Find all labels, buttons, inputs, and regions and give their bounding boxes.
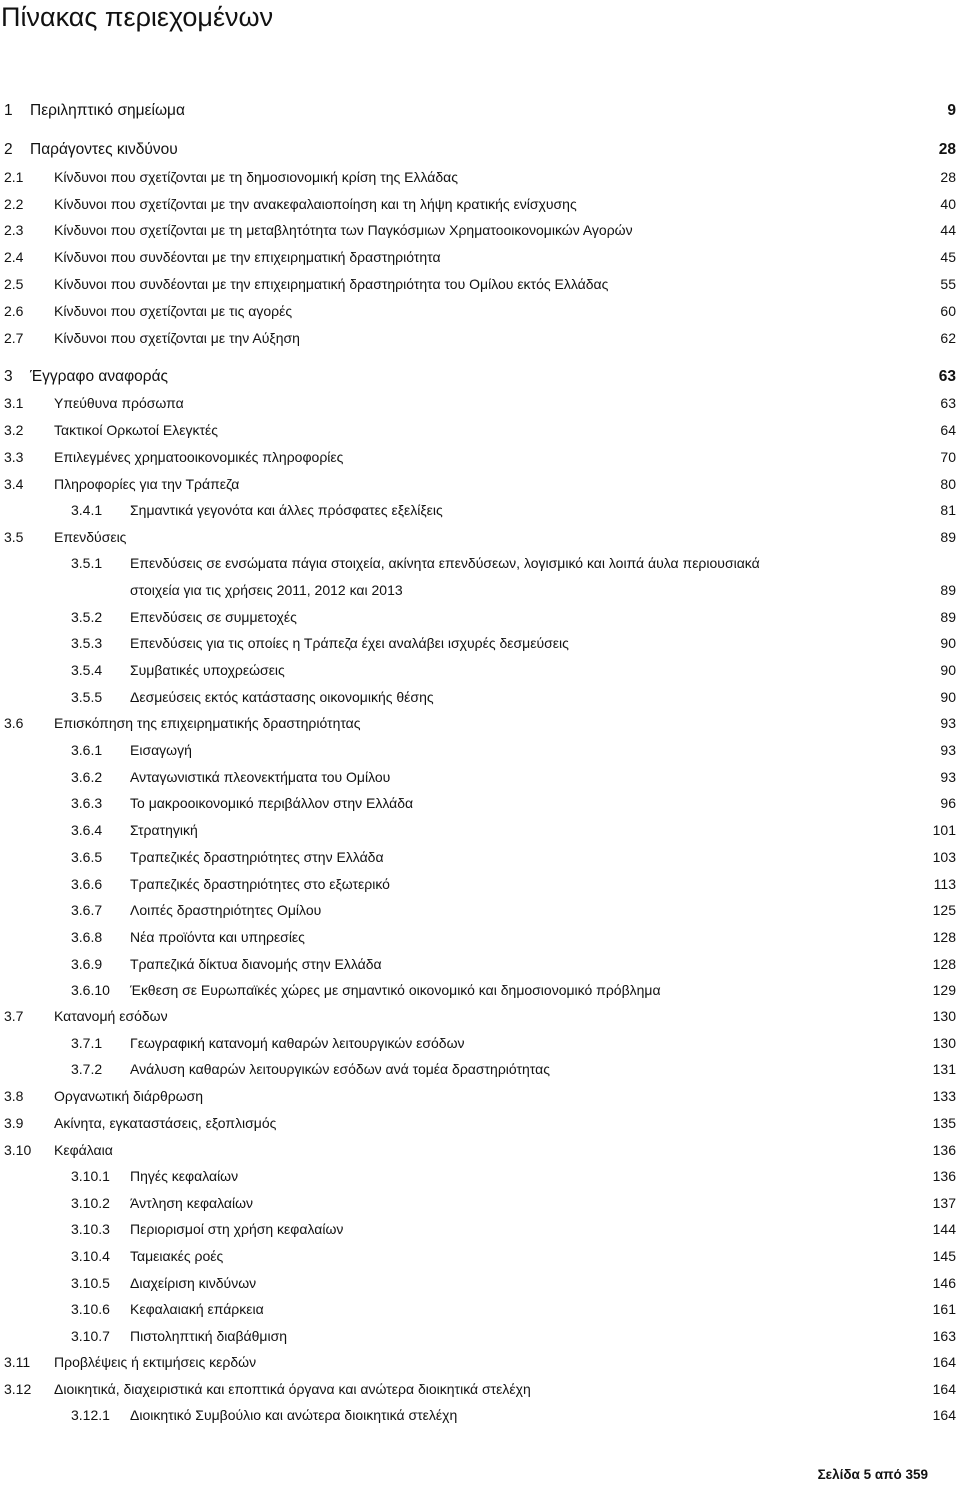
toc-entry[interactable] [0, 446, 960, 468]
toc-entry[interactable] [0, 273, 960, 295]
toc-entry-page: 93 [940, 742, 956, 758]
toc-entry-number: 3.10.4 [71, 1248, 110, 1264]
toc-entry-title: Κεφάλαια [54, 1142, 113, 1158]
toc-entry-page: 128 [932, 929, 956, 945]
toc-section[interactable] [0, 366, 960, 388]
toc-entry-page: 130 [932, 1035, 956, 1051]
toc-entry-title: Ανάλυση καθαρών λειτουργικών εσόδων ανά τομέα δραστηριότητας [130, 1061, 550, 1077]
toc-entry[interactable] [0, 552, 960, 574]
toc-entry-page: 93 [940, 769, 956, 785]
toc-entry-page: 133 [932, 1088, 956, 1104]
toc-entry-title: Κίνδυνοι που σχετίζονται με την ανακεφαλαιοποίηση και τη λήψη κρατικής ενίσχυσης [54, 196, 577, 212]
toc-entry-title: Τραπεζικά δίκτυα διανομής στην Ελλάδα [130, 956, 382, 972]
toc-entry-number: 3.12.1 [71, 1407, 110, 1423]
toc-entry[interactable] [0, 473, 960, 495]
toc-entry-title: Περιληπτικό σημείωμα [30, 102, 185, 119]
toc-entry-number: 2.4 [4, 249, 24, 265]
toc-entry-page: 90 [940, 635, 956, 651]
toc-entry-title: Λοιπές δραστηριότητες Ομίλου [130, 902, 322, 918]
toc-entry[interactable] [0, 792, 960, 814]
toc-entry-page: 45 [940, 249, 956, 265]
toc-entry-page: 55 [940, 276, 956, 292]
toc-section[interactable] [0, 100, 960, 122]
toc-entry-title: Κίνδυνοι που σχετίζονται με τη δημοσιονομική κρίση της Ελλάδας [54, 169, 459, 185]
toc-entry-page: 40 [940, 196, 956, 212]
toc-entry-title: Επενδύσεις [54, 529, 127, 545]
toc-entry-page: 89 [940, 609, 956, 625]
toc-entry-number: 3.9 [4, 1115, 24, 1131]
toc-entry-title: Δεσμεύσεις εκτός κατάστασης οικονομικής θέσης [130, 689, 434, 705]
toc-entry[interactable] [0, 526, 960, 548]
toc-entry-title: Επενδύσεις σε ενσώματα πάγια στοιχεία, ακίνητα επενδύσεων, λογισμικό και λοιπά άυλα περιουσιακά [130, 555, 760, 571]
toc-entry-title: Κίνδυνοι που συνδέονται με την επιχειρηματική δραστηριότητα του Ομίλου εκτός Ελλάδας [54, 276, 609, 292]
toc-entry-number: 3.10.2 [71, 1195, 110, 1211]
toc-entry[interactable] [0, 1192, 960, 1214]
toc-entry-title: Νέα προϊόντα και υπηρεσίες [130, 929, 305, 945]
toc-entry-number: 3.10 [4, 1142, 32, 1158]
toc-entry-page: 101 [932, 822, 956, 838]
toc-entry[interactable] [0, 300, 960, 322]
toc-entry-page: 103 [932, 849, 956, 865]
toc-entry[interactable] [0, 873, 960, 895]
toc-entry-title: Πηγές κεφαλαίων [130, 1168, 239, 1184]
toc-entry[interactable] [0, 1112, 960, 1134]
toc-entry-page: 44 [940, 222, 956, 238]
toc-entry-page: 60 [940, 303, 956, 319]
toc-entry[interactable] [0, 1085, 960, 1107]
toc-entry-number: 3.6.5 [71, 849, 103, 865]
toc-entry-title: Έγγραφο αναφοράς [30, 368, 169, 385]
toc-entry-page: 164 [932, 1381, 956, 1397]
toc-entry-title: Τραπεζικές δραστηριότητες στο εξωτερικό [130, 876, 390, 892]
toc-entry-title: Πληροφορίες για την Τράπεζα [54, 476, 240, 492]
toc-entry-title: Ακίνητα, εγκαταστάσεις, εξοπλισμός [54, 1115, 277, 1131]
toc-entry[interactable] [0, 659, 960, 681]
toc-entry-title: Κίνδυνοι που συνδέονται με την επιχειρηματική δραστηριότητα [54, 249, 441, 265]
toc-entry-title: Υπεύθυνα πρόσωπα [54, 395, 184, 411]
toc-entry-page: 137 [932, 1195, 956, 1211]
toc-entry[interactable] [0, 327, 960, 349]
toc-entry-number: 3.6.7 [71, 902, 103, 918]
toc-entry[interactable] [0, 1378, 960, 1400]
toc-entry-number: 3.10.6 [71, 1301, 110, 1317]
toc-entry-title: Κεφαλαιακή επάρκεια [130, 1301, 264, 1317]
toc-entry-page: 89 [940, 529, 956, 545]
toc-entry-number: 3 [4, 368, 13, 385]
toc-entry-page: 145 [932, 1248, 956, 1264]
toc-entry-title: Γεωγραφική κατανομή καθαρών λειτουργικών εσόδων [130, 1035, 465, 1051]
toc-entry-title: Επενδύσεις για τις οποίες η Τράπεζα έχει αναλάβει ισχυρές δεσμεύσεις [130, 635, 569, 651]
toc-entry-title: Διοικητικά, διαχειριστικά και εποπτικά όργανα και ανώτερα διοικητικά στελέχη [54, 1381, 531, 1397]
page-title: Πίνακας περιεχομένων [1, 2, 274, 32]
toc-entry[interactable] [0, 1404, 960, 1426]
toc-entry-page: 130 [932, 1008, 956, 1024]
toc-entry-page: 63 [940, 395, 956, 411]
toc-entry-number: 3.6.9 [71, 956, 103, 972]
toc-entry-title: Πιστοληπτική διαβάθμιση [130, 1328, 288, 1344]
toc-entry-title: Έκθεση σε Ευρωπαϊκές χώρες με σημαντικό οικονομικό και δημοσιονομικό πρόβλημα [130, 982, 661, 998]
toc-entry[interactable] [0, 1272, 960, 1294]
toc-entry-number: 3.7.2 [71, 1061, 103, 1077]
toc-entry[interactable] [0, 1139, 960, 1161]
toc-entry[interactable] [0, 632, 960, 654]
toc-entry[interactable] [0, 1032, 960, 1054]
toc-entry-number: 3.10.3 [71, 1221, 110, 1237]
toc-entry-page: 90 [940, 689, 956, 705]
toc-entry-page: 146 [932, 1275, 956, 1291]
toc-entry[interactable] [0, 686, 960, 708]
toc-entry-number: 2.7 [4, 330, 24, 346]
toc-entry[interactable] [0, 1351, 960, 1373]
toc-entry-page: 70 [940, 449, 956, 465]
toc-entry[interactable] [0, 766, 960, 788]
toc-entry-title: Στρατηγική [130, 822, 198, 838]
toc-entry-number: 3.3 [4, 449, 24, 465]
toc-entry-number: 3.7.1 [71, 1035, 103, 1051]
toc-entry-page: 129 [932, 982, 956, 998]
toc-entry-title: Ταμειακές ροές [130, 1248, 224, 1264]
toc-entry-page: 144 [932, 1221, 956, 1237]
toc-entry-page: 64 [940, 422, 956, 438]
toc-entry-title: Προβλέψεις ή εκτιμήσεις κερδών [54, 1354, 257, 1370]
toc-entry-number: 3.6.2 [71, 769, 103, 785]
toc-entry-number: 2.2 [4, 196, 24, 212]
toc-entry-page: 164 [932, 1407, 956, 1423]
toc-entry-title: Άντληση κεφαλαίων [130, 1195, 254, 1211]
toc-entry-page: 80 [940, 476, 956, 492]
toc-entry-number: 3.10.1 [71, 1168, 110, 1184]
toc-entry-number: 3.5.2 [71, 609, 103, 625]
toc-entry[interactable] [0, 1058, 960, 1080]
toc-entry-page: 96 [940, 795, 956, 811]
toc-entry-title: Σημαντικά γεγονότα και άλλες πρόσφατες εξελίξεις [130, 502, 443, 518]
toc-entry-title: Τραπεζικές δραστηριότητες στην Ελλάδα [130, 849, 384, 865]
toc-entry[interactable] [0, 1245, 960, 1267]
toc-entry[interactable] [0, 166, 960, 188]
toc-entry[interactable] [0, 1325, 960, 1347]
toc-entry[interactable] [0, 579, 960, 601]
toc-entry-number: 3.5.3 [71, 635, 103, 651]
toc-entry-number: 3.5.1 [71, 555, 103, 571]
toc-entry-title: Εισαγωγή [130, 742, 192, 758]
toc-entry[interactable] [0, 739, 960, 761]
toc-entry-page: 163 [932, 1328, 956, 1344]
toc-entry-number: 2.6 [4, 303, 24, 319]
toc-entry-page: 135 [932, 1115, 956, 1131]
toc-entry-number: 3.5 [4, 529, 24, 545]
toc-entry-page: 161 [932, 1301, 956, 1317]
toc-entry-number: 3.8 [4, 1088, 24, 1104]
toc-entry[interactable] [0, 606, 960, 628]
toc-entry-page: 93 [940, 715, 956, 731]
toc-entry-page: 113 [933, 876, 956, 892]
toc-entry-page: 63 [938, 368, 956, 385]
toc-entry-number: 3.6.3 [71, 795, 103, 811]
toc-entry-title: Τακτικοί Ορκωτοί Ελεγκτές [54, 422, 218, 438]
toc-entry-title: Κίνδυνοι που σχετίζονται με τις αγορές [54, 303, 293, 319]
toc-entry[interactable] [0, 979, 960, 1001]
toc-entry-page: 90 [940, 662, 956, 678]
toc-entry-page: 28 [938, 141, 956, 158]
toc-entry-number: 2.1 [4, 169, 24, 185]
toc-entry-number: 3.2 [4, 422, 24, 438]
toc-entry-title: Επισκόπηση της επιχειρηματικής δραστηριότητας [54, 715, 361, 731]
toc-entry-number: 1 [4, 102, 13, 119]
toc-entry-number: 3.6.6 [71, 876, 103, 892]
toc-entry-page: 62 [940, 330, 956, 346]
toc-entry[interactable] [0, 819, 960, 841]
toc-entry[interactable] [0, 899, 960, 921]
page-footer: Σελίδα 5 από 359 [817, 1467, 928, 1482]
toc-entry-number: 2 [4, 141, 13, 158]
toc-entry[interactable] [0, 712, 960, 734]
toc-entry-title: στοιχεία για τις χρήσεις 2011, 2012 και 2013 [130, 582, 403, 598]
toc-entry-title: Διαχείριση κινδύνων [130, 1275, 257, 1291]
toc-entry-title: Συμβατικές υποχρεώσεις [130, 662, 285, 678]
toc-entry-title: Κατανομή εσόδων [54, 1008, 168, 1024]
toc-entry-page: 81 [940, 502, 956, 518]
toc-entry-number: 2.5 [4, 276, 24, 292]
toc-entry-number: 3.12 [4, 1381, 32, 1397]
toc-entry-number: 3.6 [4, 715, 24, 731]
toc-entry-number: 3.10.5 [71, 1275, 110, 1291]
toc-section[interactable] [0, 139, 960, 161]
toc-entry-title: Οργανωτική διάρθρωση [54, 1088, 204, 1104]
toc-entry-page: 136 [932, 1168, 956, 1184]
toc-entry-number: 3.7 [4, 1008, 24, 1024]
toc-entry-number: 3.10.7 [71, 1328, 110, 1344]
toc-entry[interactable] [0, 953, 960, 975]
toc-entry-title: Ανταγωνιστικά πλεονεκτήματα του Ομίλου [130, 769, 391, 785]
toc-entry-number: 3.5.5 [71, 689, 103, 705]
toc-entry-title: Παράγοντες κινδύνου [30, 141, 178, 158]
toc-entry-page: 89 [940, 582, 956, 598]
toc-entry-title: Κίνδυνοι που σχετίζονται με την Αύξηση [54, 330, 300, 346]
toc-entry-number: 3.6.8 [71, 929, 103, 945]
toc-entry[interactable] [0, 193, 960, 215]
toc-entry-title: Διοικητικό Συμβούλιο και ανώτερα διοικητικά στελέχη [130, 1407, 458, 1423]
toc-entry[interactable] [0, 1005, 960, 1027]
toc-entry-number: 3.6.1 [71, 742, 103, 758]
toc-entry-number: 3.1 [4, 395, 24, 411]
toc-entry-page: 131 [932, 1061, 956, 1077]
toc-entry[interactable] [0, 499, 960, 521]
toc-entry-number: 3.11 [4, 1354, 31, 1370]
toc-entry[interactable] [0, 1298, 960, 1320]
toc-entry[interactable] [0, 1165, 960, 1187]
toc-entry-page: 164 [932, 1354, 956, 1370]
toc-entry-title: Επενδύσεις σε συμμετοχές [130, 609, 297, 625]
toc-entry-page: 125 [932, 902, 956, 918]
toc-entry[interactable] [0, 219, 960, 241]
toc-entry[interactable] [0, 246, 960, 268]
toc-entry[interactable] [0, 392, 960, 414]
toc-entry-title: Επιλεγμένες χρηματοοικονομικές πληροφορίες [54, 449, 344, 465]
toc-entry[interactable] [0, 926, 960, 948]
toc-entry-page: 28 [940, 169, 956, 185]
toc-entry-page: 136 [932, 1142, 956, 1158]
toc-entry[interactable] [0, 1218, 960, 1240]
toc-entry-number: 2.3 [4, 222, 24, 238]
toc-entry[interactable] [0, 419, 960, 441]
toc-entry-number: 3.4 [4, 476, 24, 492]
toc-entry-title: Κίνδυνοι που σχετίζονται με τη μεταβλητότητα των Παγκόσμιων Χρηματοοικονομικών Αγορών [54, 222, 633, 238]
toc-entry-page: 128 [932, 956, 956, 972]
toc-entry-number: 3.6.4 [71, 822, 103, 838]
toc-entry-number: 3.5.4 [71, 662, 103, 678]
toc-entry-title: Περιορισμοί στη χρήση κεφαλαίων [130, 1221, 344, 1237]
toc-entry-title: Το μακροοικονομικό περιβάλλον στην Ελλάδα [130, 795, 414, 811]
toc-entry-number: 3.4.1 [71, 502, 103, 518]
toc-entry[interactable] [0, 846, 960, 868]
toc-entry-number: 3.6.10 [71, 982, 110, 998]
toc-entry-page: 9 [947, 102, 956, 119]
